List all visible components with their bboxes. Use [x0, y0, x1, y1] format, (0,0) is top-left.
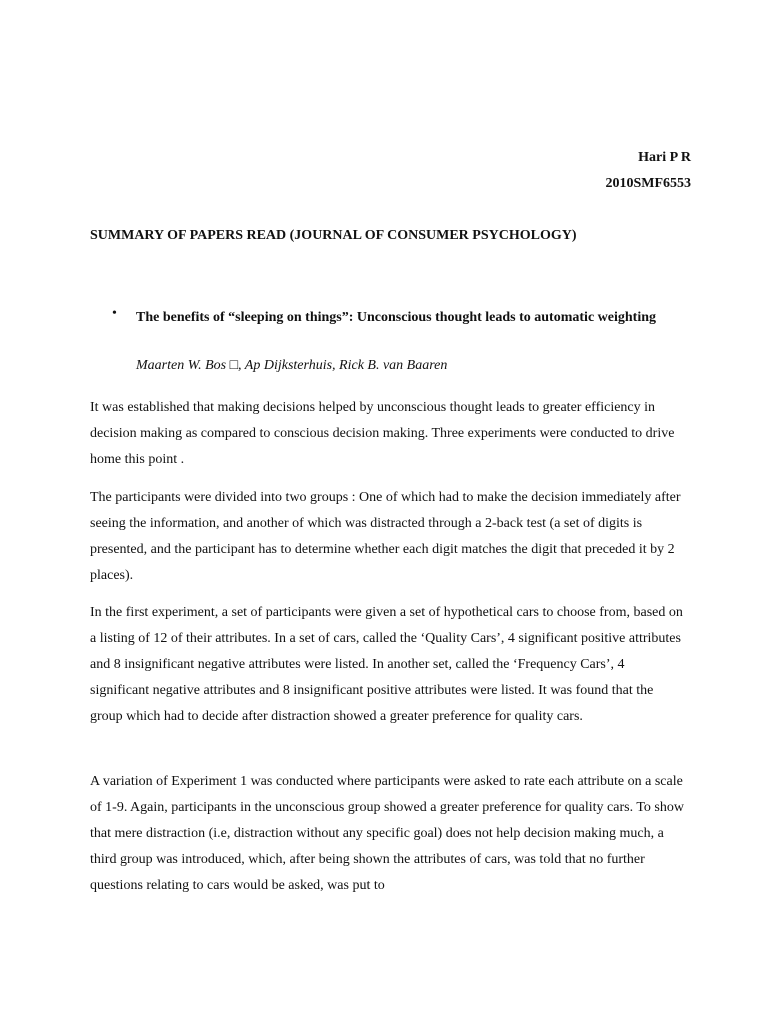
paper-authors: Maarten W. Bos □, Ap Dijksterhuis, Rick B. van Baaren	[136, 358, 448, 373]
paragraph-4: A variation of Experiment 1 was conducted where participants were asked to rate each attribute on a scale of 1-9. Again, participants in the unconscious group showed a greater preference for quality cars. To show that mere distraction (i.e, distraction without any specific goal) does not help decision making much, a third group was introduced, which, after being shown the attributes of cars, was told that no further questions relating to cars would be asked, was put to	[90, 774, 684, 893]
document-title: SUMMARY OF PAPERS READ (JOURNAL OF CONSUMER PSYCHOLOGY)	[90, 228, 577, 243]
paragraph-2: The participants were divided into two groups : One of which had to make the decision immediately after seeing the information, and another of which was distracted through a 2-back test (a set of digits is presented, and the participant has to determine whether each digit matches the digit that preceded it by 2 places).	[90, 490, 681, 583]
bullet-icon: •	[112, 306, 117, 321]
author-id: 2010SMF6553	[605, 176, 691, 191]
paragraph-3: In the first experiment, a set of participants were given a set of hypothetical cars to choose from, based on a listing of 12 of their attributes. In a set of cars, called the ‘Quality Cars’, 4 significant positive attributes and 8 insignificant negative attributes were listed. In another set, called the ‘Frequency Cars’, 4 significant negative attributes and 8 insignificant positive attributes were listed. It was found that the group which had to decide after distraction showed a greater preference for quality cars.	[90, 605, 683, 724]
author-name: Hari P R	[638, 150, 691, 165]
paragraph-1: It was established that making decisions helped by unconscious thought leads to greater efficiency in decision making as compared to conscious decision making. Three experiments were conducted to drive home this point .	[90, 400, 675, 467]
paper-title: The benefits of “sleeping on things”: Unconscious thought leads to automatic weighting	[136, 310, 656, 325]
